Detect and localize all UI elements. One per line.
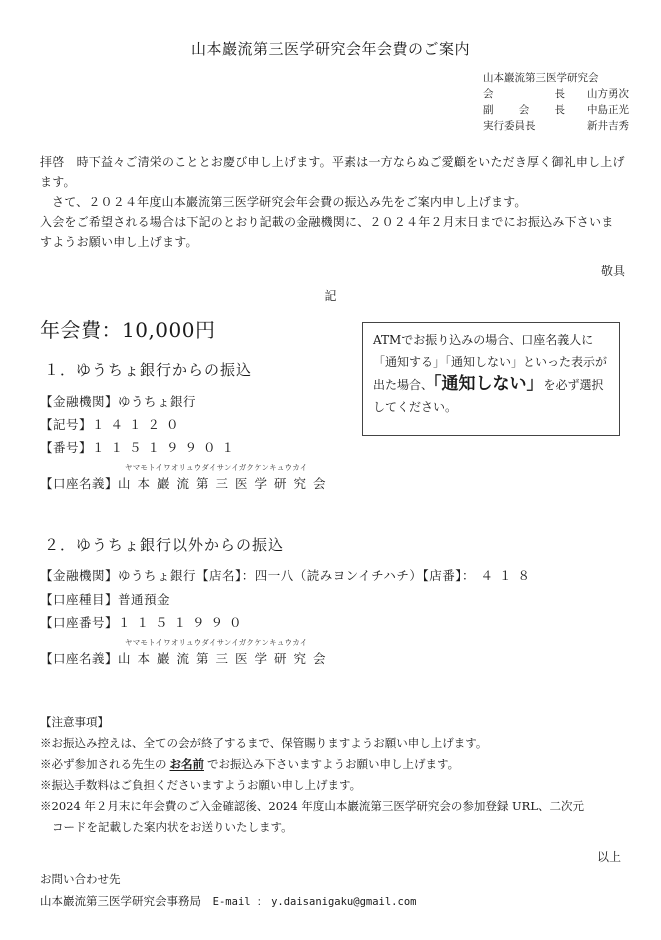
field-label: 【口座名義】 bbox=[40, 651, 119, 666]
officer-row-executive-chair bbox=[483, 118, 629, 134]
note-item: ※振込手数料はご負担くださいますようお願い申し上げます。 bbox=[40, 778, 362, 792]
branch-number-label: 【店番】 bbox=[422, 568, 462, 583]
section2-field-bank-line bbox=[40, 566, 536, 584]
section2-account-name-ruby: ヤマモトイワオリュウダイサンイガクケンキュウカイ bbox=[125, 638, 308, 647]
branch-label: 【店名】 bbox=[196, 568, 242, 583]
email-label: E-mail ： bbox=[212, 896, 268, 908]
officer-name: 新井吉秀 bbox=[587, 120, 629, 132]
officer-row-vice-president bbox=[483, 102, 629, 118]
field-value: ゆうちょ銀行 bbox=[118, 394, 197, 409]
section1-account-name-ruby: ヤマモトイワオリュウダイサンイガクケンキュウカイ bbox=[125, 463, 308, 472]
field-value: 山本巖流第三医学研究会 bbox=[118, 651, 333, 666]
officer-role bbox=[483, 102, 565, 118]
field-value: １１５１９９０１ bbox=[92, 440, 241, 455]
officer-name: 山方勇次 bbox=[587, 88, 629, 100]
notice-emphasis: 「通知しない」 bbox=[433, 374, 544, 394]
field-label: 【口座番号】 bbox=[40, 615, 119, 630]
note-prefix: ※必ず参加される先生の bbox=[40, 757, 167, 771]
section1-field-number bbox=[40, 438, 240, 456]
section2-field-account-type bbox=[40, 590, 170, 608]
field-value: 山本巖流第三医学研究会 bbox=[118, 476, 333, 491]
closing-keigu: 敬具 bbox=[600, 264, 625, 278]
officer-row-president bbox=[483, 86, 629, 102]
note-item-continuation: コードを記載した案内状をお送りいたします。 bbox=[52, 820, 293, 834]
field-value: １１５１９９０ bbox=[118, 615, 248, 630]
greeting-paragraph-3: 入会をご希望される場合は下記のとおり記載の金融機関に、２０２４年２月末日までにお振込み下さいますようお願い申し上げます。 bbox=[40, 215, 614, 249]
note-item: ※2024 年２月末に年会費のご入金確認後、2024 年度山本巖流第三医学研究会の参加登録 URL、二次元 bbox=[40, 799, 584, 813]
section2-field-account-number bbox=[40, 613, 248, 631]
section1-field-account-name bbox=[40, 474, 333, 492]
field-value: ゆうちょ銀行 bbox=[118, 568, 197, 583]
field-label: 【番号】 bbox=[40, 440, 93, 455]
notice-text-1: ATMでお振り込みの場合、口座名義人に「通知する」「通知しない」といった表示が出た場合、 bbox=[373, 333, 608, 392]
ki-heading: 記 bbox=[324, 289, 337, 303]
section1-heading: １．ゆうちょ銀行からの振込 bbox=[44, 361, 253, 379]
organization-name: 山本巖流第三医学研究会 bbox=[483, 72, 599, 84]
organization-block bbox=[483, 70, 629, 134]
officer-role bbox=[483, 86, 565, 102]
field-value: 普通預金 bbox=[118, 592, 171, 607]
role-char: 実行委員長 bbox=[483, 120, 536, 132]
contact-section bbox=[40, 868, 416, 913]
note-item: ※お振込み控えは、全ての会が終了するまで、保管賜りますようお願い申し上げます。 bbox=[40, 736, 488, 750]
contact-office: 山本巖流第三医学研究会事務局 bbox=[40, 894, 201, 908]
section2-heading: ２．ゆうちょ銀行以外からの振込 bbox=[44, 536, 285, 554]
field-label: 【金融機関】 bbox=[40, 568, 119, 583]
role-char: 長 bbox=[554, 104, 565, 116]
officer-name: 中島正光 bbox=[587, 104, 629, 116]
field-label: 【口座種目】 bbox=[40, 592, 119, 607]
annual-fee: 年会費：10,000円 bbox=[40, 318, 216, 342]
section1-field-bank bbox=[40, 392, 196, 410]
contact-heading: お問い合わせ先 bbox=[40, 872, 121, 886]
role-char: 長 bbox=[554, 88, 565, 100]
notes-heading: 【注意事項】 bbox=[40, 715, 109, 729]
branch-value: ：四一八（読みヨンイチハチ） bbox=[241, 568, 423, 583]
atm-notice-box bbox=[362, 322, 620, 436]
greeting-paragraph-2: さて、２０２４年度山本巖流第三医学研究会年会費の振込み先をご案内申し上げます。 bbox=[52, 195, 527, 209]
note-emphasis-name: お名前 bbox=[169, 757, 204, 771]
note-suffix: でお振込み下さいますようお願い申し上げます。 bbox=[207, 757, 460, 771]
notice-text-2: を必ず選択してください。 bbox=[373, 378, 604, 414]
contact-line bbox=[40, 890, 416, 913]
field-label: 【金融機関】 bbox=[40, 394, 119, 409]
role-char: 会 bbox=[518, 104, 530, 116]
role-char: 副 bbox=[483, 104, 494, 116]
officer-role bbox=[483, 118, 565, 134]
document-title: 山本巖流第三医学研究会年会費のご案内 bbox=[190, 40, 470, 58]
greeting-paragraph-1: 拝啓 時下益々ご清栄のこととお慶び申し上げます。平素は一方ならぬご愛顧をいただき厚く御礼申し上げます。 bbox=[40, 155, 625, 189]
email-address[interactable]: y.daisanigaku@gmail.com bbox=[271, 896, 417, 908]
branch-number-value: ：４１８ bbox=[461, 568, 536, 583]
notes-section bbox=[40, 712, 640, 838]
closing-ijou: 以上 bbox=[596, 850, 621, 864]
field-label: 【口座名義】 bbox=[40, 476, 119, 491]
field-value: １４１２０ bbox=[92, 417, 185, 432]
field-label: 【記号】 bbox=[40, 417, 93, 432]
greeting-body bbox=[40, 152, 625, 252]
section2-field-account-name bbox=[40, 649, 333, 667]
note-item-name bbox=[40, 754, 640, 775]
role-char: 会 bbox=[483, 88, 494, 100]
section1-field-symbol bbox=[40, 415, 185, 433]
